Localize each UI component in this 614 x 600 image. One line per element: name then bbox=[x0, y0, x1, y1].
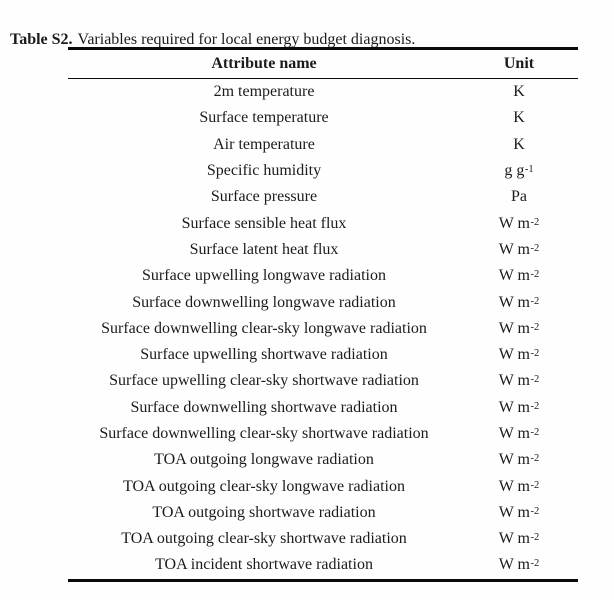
unit-cell: W m $^{-2}$ bbox=[498, 425, 540, 442]
unit-cell: W m $^{-2}$ bbox=[498, 240, 540, 258]
attribute-name-cell: Surface upwelling clear-sky shortwave radiation bbox=[109, 372, 419, 390]
table-header-row bbox=[68, 50, 578, 79]
attribute-name-cell: Surface downwelling shortwave radiation bbox=[130, 398, 398, 416]
table-row bbox=[68, 342, 578, 368]
attribute-name-cell: TOA outgoing shortwave radiation bbox=[152, 503, 376, 521]
table-row bbox=[68, 473, 578, 499]
column-header-unit: Unit bbox=[503, 55, 535, 72]
attribute-name-cell: Surface downwelling longwave radiation bbox=[132, 293, 396, 311]
unit-cell: W m $^{-2}$ bbox=[498, 477, 540, 495]
table-row bbox=[68, 421, 578, 447]
attribute-name-cell: TOA outgoing clear-sky shortwave radiation bbox=[121, 530, 407, 548]
unit-cell: W m $^{-2}$ bbox=[498, 267, 540, 285]
attribute-name-cell: Air temperature bbox=[213, 135, 315, 153]
table-row bbox=[68, 447, 578, 473]
table-caption-label: Table S2. bbox=[10, 31, 73, 48]
table-row bbox=[68, 526, 578, 552]
attribute-name-cell: Surface upwelling longwave radiation bbox=[142, 267, 386, 285]
table-row bbox=[68, 316, 578, 342]
table-row bbox=[68, 132, 578, 158]
unit-cell: g g $^{-1}$ bbox=[504, 162, 534, 180]
attribute-name-cell: TOA outgoing longwave radiation bbox=[154, 451, 374, 469]
unit-cell: W m $^{-2}$ bbox=[498, 503, 540, 521]
attribute-name-cell: Surface latent heat flux bbox=[189, 240, 339, 258]
table-body bbox=[68, 79, 578, 579]
table-row bbox=[68, 184, 578, 210]
table-row bbox=[68, 237, 578, 263]
table-row bbox=[68, 263, 578, 289]
unit-cell: W m $^{-2}$ bbox=[498, 451, 540, 469]
attribute-name-cell: Surface downwelling clear-sky longwave radiation bbox=[101, 319, 427, 337]
table-row bbox=[68, 105, 578, 131]
unit-cell: W m $^{-2}$ bbox=[498, 556, 540, 574]
table-row bbox=[68, 368, 578, 394]
unit-cell: W m $^{-2}$ bbox=[498, 346, 540, 364]
unit-cell: K bbox=[513, 135, 525, 153]
attribute-name-cell: Surface pressure bbox=[210, 188, 318, 206]
table-row bbox=[68, 500, 578, 526]
table-row bbox=[68, 210, 578, 236]
unit-cell: W m $^{-2}$ bbox=[498, 398, 540, 416]
attribute-name-cell: Surface temperature bbox=[199, 109, 329, 127]
attribute-name-cell: TOA incident shortwave radiation bbox=[155, 556, 373, 574]
table-row bbox=[68, 289, 578, 315]
unit-cell: W m $^{-2}$ bbox=[498, 530, 540, 548]
attribute-name-cell: Surface sensible heat flux bbox=[181, 214, 347, 232]
table-row bbox=[68, 158, 578, 184]
unit-cell: W m $^{-2}$ bbox=[498, 319, 540, 337]
unit-cell: W m $^{-2}$ bbox=[498, 214, 540, 232]
attribute-name-cell: 2m temperature bbox=[213, 83, 315, 101]
unit-cell: W m $^{-2}$ bbox=[498, 372, 540, 390]
table-row bbox=[68, 79, 578, 105]
table-caption-text: Variables required for local energy budget diagnosis. bbox=[77, 31, 416, 48]
data-table bbox=[68, 47, 578, 582]
unit-cell: Pa bbox=[511, 188, 527, 206]
unit-cell: W m $^{-2}$ bbox=[498, 293, 540, 311]
attribute-name-cell: Surface upwelling shortwave radiation bbox=[140, 346, 388, 364]
attribute-name-cell: Specific humidity bbox=[206, 162, 322, 180]
table-row bbox=[68, 552, 578, 578]
column-header-attribute-name: Attribute name bbox=[211, 55, 317, 72]
table-row bbox=[68, 395, 578, 421]
attribute-name-cell: TOA outgoing clear-sky longwave radiation bbox=[123, 477, 405, 495]
attribute-name-cell: Surface downwelling clear-sky shortwave radiation bbox=[99, 425, 429, 442]
unit-cell: K bbox=[513, 83, 525, 101]
unit-cell: K bbox=[513, 109, 525, 127]
